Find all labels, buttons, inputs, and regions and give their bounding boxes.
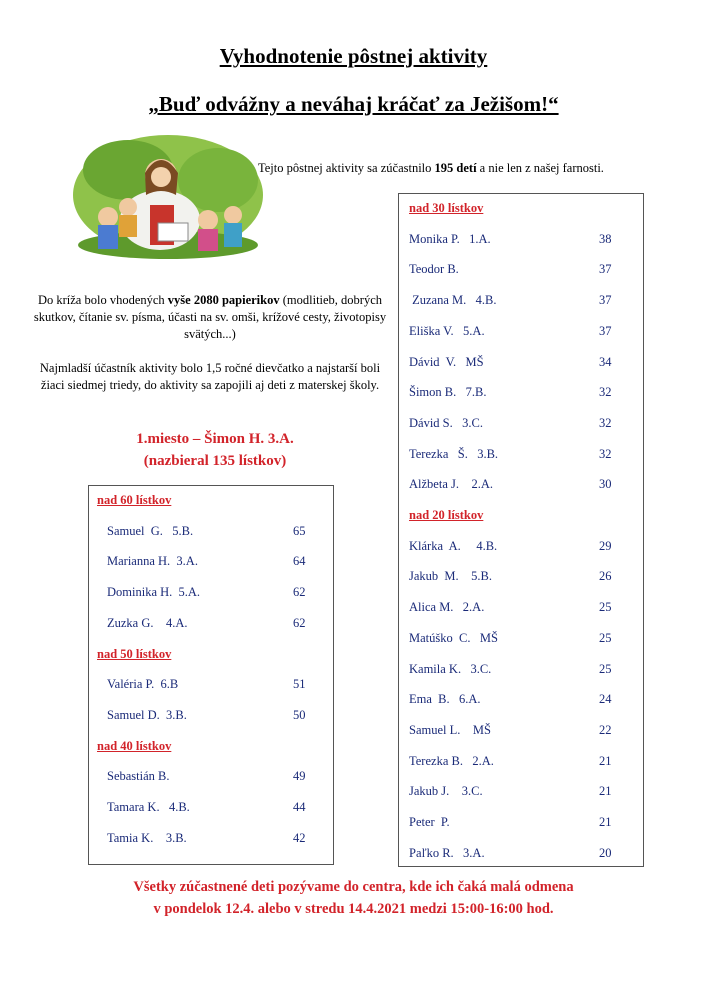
group-heading: nad 40 lístkov: [97, 738, 172, 753]
result-row: [107, 616, 313, 631]
participant-name: Kamila K. 3.C.: [409, 661, 492, 676]
ticket-count: 32: [599, 385, 612, 400]
ticket-count: 21: [599, 815, 612, 829]
result-row: [409, 324, 619, 339]
ticket-count: 37: [599, 323, 612, 338]
participant-name: Alica M. 2.A.: [409, 600, 485, 615]
ticket-count: 22: [599, 722, 612, 737]
ticket-count: 26: [599, 569, 612, 584]
result-row: [409, 723, 619, 738]
participant-name: Valéria P. 6.B: [107, 677, 179, 692]
result-row: [107, 677, 313, 692]
participant-name: Paľko R. 3.A.: [409, 845, 485, 860]
winner-name: 1.miesto – Šimon H. 3.A.: [136, 431, 294, 447]
result-row: [409, 600, 619, 615]
ticket-count: 34: [599, 354, 612, 369]
ticket-count: 37: [599, 293, 612, 308]
result-row: [409, 784, 619, 799]
result-row: [409, 692, 619, 707]
ticket-count: 25: [599, 630, 612, 645]
result-row: [409, 293, 619, 308]
ticket-count: 37: [599, 262, 612, 277]
ticket-count: 21: [599, 753, 612, 768]
participant-name: Tamia K. 3.B.: [107, 830, 187, 845]
result-row: [409, 447, 619, 462]
ticket-count: 25: [599, 600, 612, 615]
ticket-count: 50: [293, 707, 306, 722]
participant-name: Samuel D. 3.B.: [107, 707, 187, 722]
invitation-line-1: Všetky zúčastnené deti pozývame do centra, kde ich čaká malá odmena: [133, 879, 574, 895]
participant-name: Dominika H. 5.A.: [107, 585, 201, 600]
ticket-count: 38: [599, 231, 612, 246]
result-row: [409, 662, 619, 677]
ticket-count: 29: [599, 538, 612, 553]
participant-name: Samuel G. 5.B.: [107, 523, 194, 538]
ticket-count: 20: [599, 845, 612, 860]
result-row: [107, 585, 313, 600]
result-row: [107, 554, 313, 569]
results-box-right: [398, 193, 644, 867]
result-row: [107, 831, 313, 846]
ticket-count: 42: [293, 830, 306, 845]
ticket-count: 65: [293, 523, 306, 538]
result-row: [409, 262, 619, 277]
winner-block: [30, 428, 400, 472]
participant-name: Jakub J. 3.C.: [409, 784, 483, 799]
result-row: [409, 232, 619, 247]
participant-name: Marianna H. 3.A.: [107, 554, 198, 569]
ticket-count: 64: [293, 554, 306, 569]
result-row: [409, 539, 619, 554]
ticket-count: 25: [599, 661, 612, 676]
participant-name: Tamara K. 4.B.: [107, 800, 190, 814]
result-row: [409, 569, 619, 584]
participant-name: Eliška V. 5.A.: [409, 323, 485, 338]
page-title: Vyhodnotenie pôstnej aktivity: [219, 44, 488, 68]
ticket-count: 49: [293, 769, 306, 784]
participant-name: Jakub M. 5.B.: [409, 569, 492, 584]
result-row: [107, 524, 313, 539]
winner-count: (nazbieral 135 lístkov): [143, 453, 287, 469]
invitation-line-2: v pondelok 12.4. alebo v stredu 14.4.2021 medzi 15:00-16:00 hod.: [153, 901, 554, 917]
result-row: [409, 631, 619, 646]
results-box-left: [88, 485, 334, 865]
result-row: [107, 769, 313, 784]
participant-name: Sebastián B.: [107, 769, 170, 784]
ticket-count: 44: [293, 800, 306, 814]
participant-name: Samuel L. MŠ: [409, 722, 491, 737]
participant-name: Alžbeta J. 2.A.: [409, 477, 494, 492]
group-heading: nad 60 lístkov: [97, 493, 172, 507]
result-row: [409, 416, 619, 431]
result-row: [107, 708, 313, 723]
ticket-count: 32: [599, 446, 612, 461]
participant-name: Monika P. 1.A.: [409, 231, 491, 246]
participant-name: Terezka B. 2.A.: [409, 753, 494, 768]
ticket-count: 51: [293, 677, 306, 692]
result-row: [409, 477, 619, 492]
result-row: [409, 754, 619, 769]
ticket-count: 30: [599, 477, 612, 492]
intro-text: Tejto pôstnej aktivity sa zúčastnilo 195 detí a nie len z našej farnosti.: [258, 161, 604, 175]
group-heading: nad 30 lístkov: [409, 201, 484, 215]
participant-name: Zuzana M. 4.B.: [409, 293, 497, 308]
result-row: [107, 800, 313, 815]
participant-name: Ema B. 6.A.: [409, 692, 481, 707]
ticket-count: 62: [293, 585, 306, 600]
participant-name: Dávid S. 3.C.: [409, 415, 483, 430]
group-heading: nad 20 lístkov: [409, 508, 484, 522]
jesus-with-children-illustration: [68, 125, 268, 265]
invitation-footer: [0, 876, 707, 920]
page-subtitle: „Buď odvážny a neváhaj kráčať za Ježišom!“: [148, 92, 559, 116]
participant-name: Peter P.: [409, 815, 450, 829]
result-row: [409, 385, 619, 400]
participant-name: Matúško C. MŠ: [409, 630, 498, 645]
paragraph-participants: Najmladší účastník aktivity bolo 1,5 ročné dievčatko a najstarší boli žiaci siedmej triedy, do aktivity sa zapojili aj deti z materskej školy.: [39, 361, 381, 392]
result-row: [409, 846, 619, 861]
ticket-count: 32: [599, 415, 612, 430]
participant-name: Klárka A. 4.B.: [409, 538, 498, 553]
paragraph-papers: Do kríža bolo vhodených vyše 2080 papierikov (modlitieb, dobrých skutkov, čítanie sv. písma, účasti na sv. omši, krížové cesty, životopisy svätých...): [33, 293, 387, 341]
result-row: [409, 355, 619, 370]
participant-name: Teodor B.: [409, 262, 459, 277]
ticket-count: 21: [599, 784, 612, 799]
result-row: [409, 815, 619, 830]
ticket-count: 24: [599, 692, 612, 707]
participant-name: Šimon B. 7.B.: [409, 385, 487, 400]
participant-name: Dávid V. MŠ: [409, 354, 484, 369]
group-heading: nad 50 lístkov: [97, 646, 172, 661]
participant-name: Zuzka G. 4.A.: [107, 615, 188, 630]
participant-name: Terezka Š. 3.B.: [409, 446, 499, 461]
ticket-count: 62: [293, 615, 306, 630]
